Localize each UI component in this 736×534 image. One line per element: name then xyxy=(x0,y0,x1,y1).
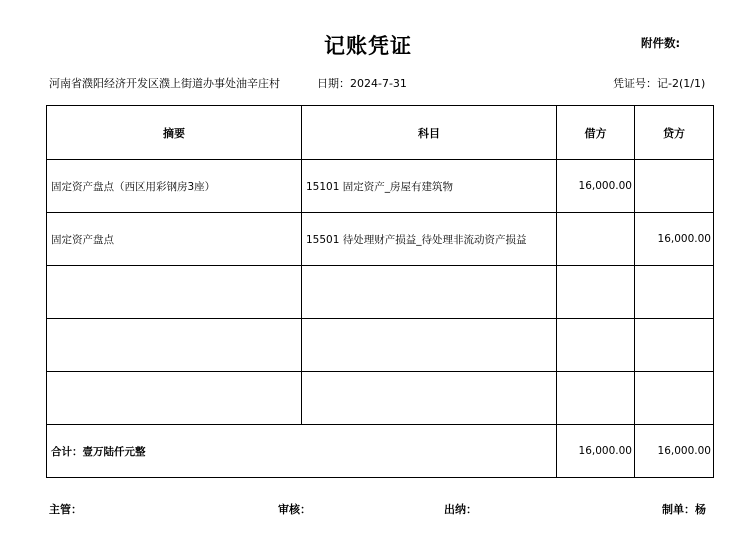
header-account: 科目 xyxy=(302,106,557,160)
header-credit: 贷方 xyxy=(635,106,714,160)
summary-cell xyxy=(47,266,302,319)
account-cell xyxy=(302,372,557,425)
summary-cell xyxy=(47,319,302,372)
credit-cell xyxy=(635,266,714,319)
debit-cell xyxy=(557,372,635,425)
summary-cell: 固定资产盘点 xyxy=(47,213,302,266)
date-value: 2024-7-31 xyxy=(350,77,407,90)
preparer-label: 制单：杨 xyxy=(662,503,706,516)
table-row xyxy=(47,213,714,266)
table-row xyxy=(47,372,714,425)
voucher-table xyxy=(46,105,714,478)
reviewer-label: 审核： xyxy=(278,503,311,516)
voucher-number-label: 凭证号： xyxy=(613,77,657,90)
credit-cell: 16,000.00 xyxy=(635,213,714,266)
debit-cell xyxy=(557,266,635,319)
debit-cell xyxy=(557,319,635,372)
table-row xyxy=(47,319,714,372)
date-label: 日期： xyxy=(317,77,350,90)
total-row xyxy=(47,425,714,478)
table-row xyxy=(47,160,714,213)
account-cell xyxy=(302,319,557,372)
header-summary: 摘要 xyxy=(47,106,302,160)
summary-cell: 固定资产盘点（西区用彩钢房3座） xyxy=(47,160,302,213)
voucher-title: 记账凭证 xyxy=(324,34,412,58)
total-debit: 16,000.00 xyxy=(557,425,635,478)
account-cell xyxy=(302,266,557,319)
table-row xyxy=(47,266,714,319)
table-header-row xyxy=(47,106,714,160)
credit-cell xyxy=(635,319,714,372)
organization-name: 河南省濮阳经济开发区濮上街道办事处油辛庄村 xyxy=(49,77,280,90)
credit-cell xyxy=(635,160,714,213)
header-debit: 借方 xyxy=(557,106,635,160)
total-credit: 16,000.00 xyxy=(635,425,714,478)
account-cell: 15101 固定资产_房屋有建筑物 xyxy=(302,160,557,213)
summary-cell xyxy=(47,372,302,425)
debit-cell: 16,000.00 xyxy=(557,160,635,213)
attachments-label: 附件数: xyxy=(641,36,681,50)
voucher-date xyxy=(317,75,407,91)
voucher-number xyxy=(613,75,705,91)
supervisor-label: 主管： xyxy=(49,503,82,516)
account-cell: 15501 待处理财产损益_待处理非流动资产损益 xyxy=(302,213,557,266)
voucher-number-value: 记-2(1/1) xyxy=(657,77,706,90)
total-label: 合计：壹万陆仟元整 xyxy=(47,425,557,478)
credit-cell xyxy=(635,372,714,425)
debit-cell xyxy=(557,213,635,266)
cashier-label: 出纳： xyxy=(444,503,477,516)
